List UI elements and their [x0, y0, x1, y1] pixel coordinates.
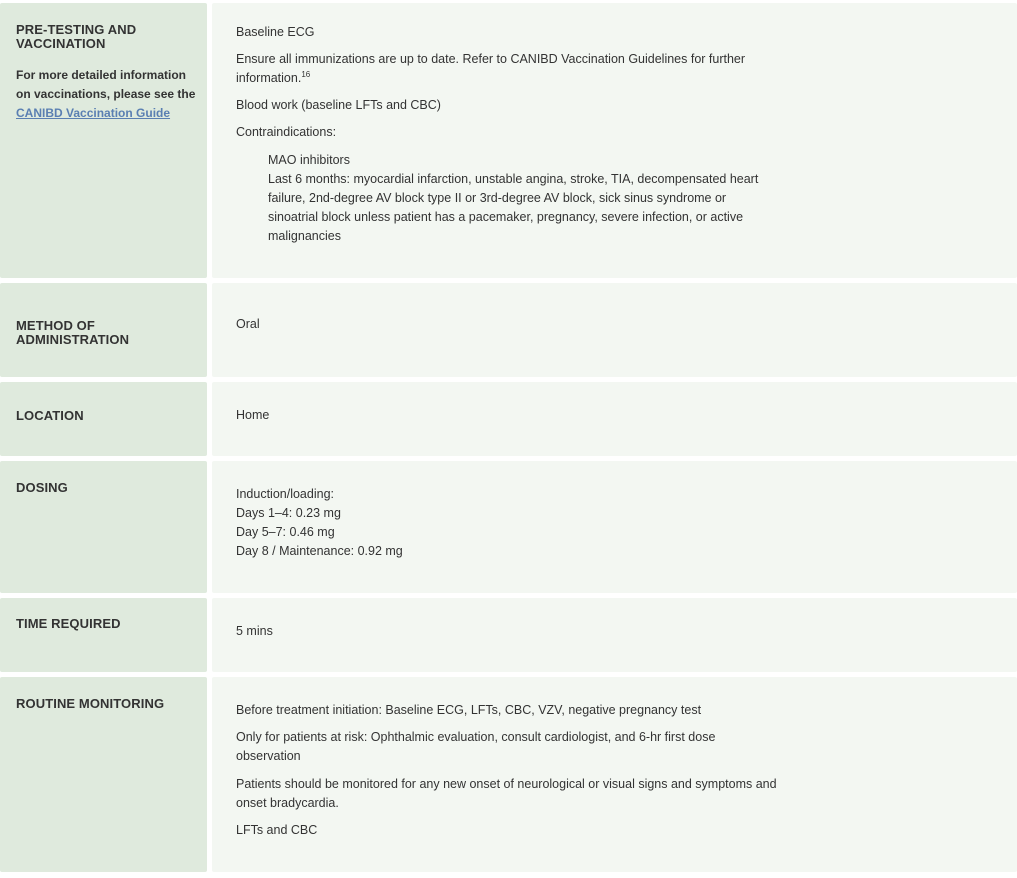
row-location — [0, 382, 1017, 456]
row-label-monitoring: ROUTINE MONITORING — [16, 696, 165, 711]
row-label-location: LOCATION — [16, 408, 84, 423]
contraindication-mao: MAO inhibitors — [268, 153, 350, 167]
row-monitoring — [0, 677, 1017, 872]
vaccination-note — [16, 66, 198, 123]
label-cell-location — [0, 382, 207, 456]
location-value: Home — [236, 408, 270, 422]
content-cell-method — [212, 283, 1017, 377]
method-value: Oral — [236, 317, 260, 331]
row-method — [0, 283, 1017, 377]
monitoring-labs: LFTs and CBC — [236, 823, 318, 837]
bloodwork-text: Blood work (baseline LFTs and CBC) — [236, 98, 441, 112]
row-label-dosing: DOSING — [16, 480, 68, 495]
reference-superscript: 16 — [301, 69, 311, 79]
row-pretesting — [0, 3, 1017, 278]
content-cell-time — [212, 598, 1017, 672]
baseline-ecg-text: Baseline ECG — [236, 25, 315, 39]
row-time — [0, 598, 1017, 672]
content-cell-location — [212, 382, 1017, 456]
row-label-time: TIME REQUIRED — [16, 616, 121, 631]
monitoring-neurological: Patients should be monitored for any new onset of neurological or visual signs and symptoms and onset bradycardia. — [236, 777, 777, 810]
content-cell-pretesting — [212, 3, 1017, 278]
immunizations-text — [236, 50, 796, 88]
dosing-line: Day 8 / Maintenance: 0.92 mg — [236, 544, 403, 558]
label-cell-method — [0, 283, 207, 377]
label-cell-monitoring — [0, 677, 207, 872]
immunizations-body: Ensure all immunizations are up to date. Refer to CANIBD Vaccination Guidelines for further information. — [236, 52, 746, 85]
row-label-method: METHOD OF ADMINISTRATION — [16, 318, 130, 347]
canibd-vaccination-guide-link[interactable]: CANIBD Vaccination Guide — [16, 106, 171, 120]
content-cell-monitoring — [212, 677, 1017, 872]
row-dosing — [0, 461, 1017, 593]
dosing-line: Day 5–7: 0.46 mg — [236, 525, 335, 539]
vaccination-note-text: For more detailed information on vaccinations, please see the — [16, 68, 196, 101]
row-label-pretesting: PRE-TESTING AND VACCINATION — [16, 22, 137, 51]
dosing-line: Induction/loading: — [236, 487, 334, 501]
label-cell-pretesting — [0, 3, 207, 278]
monitoring-before-initiation: Before treatment initiation: Baseline ECG, LFTs, CBC, VZV, negative pregnancy test — [236, 703, 702, 717]
label-cell-time — [0, 598, 207, 672]
content-cell-dosing — [212, 461, 1017, 593]
dosing-line: Days 1–4: 0.23 mg — [236, 506, 341, 520]
contraindications-heading: Contraindications: — [236, 125, 337, 139]
monitoring-at-risk: Only for patients at risk: Ophthalmic evaluation, consult cardiologist, and 6-hr first dose observation — [236, 730, 716, 763]
time-value: 5 mins — [236, 624, 273, 638]
contraindication-last-6-months: Last 6 months: myocardial infarction, unstable angina, stroke, TIA, decompensated heart failure, 2nd-degree AV block type II or 3rd-degree AV block, sick sinus syndrome or sinoatrial block unless patient has a pacemaker, pregnancy, severe infection, or active malignancies — [268, 172, 759, 243]
label-cell-dosing — [0, 461, 207, 593]
